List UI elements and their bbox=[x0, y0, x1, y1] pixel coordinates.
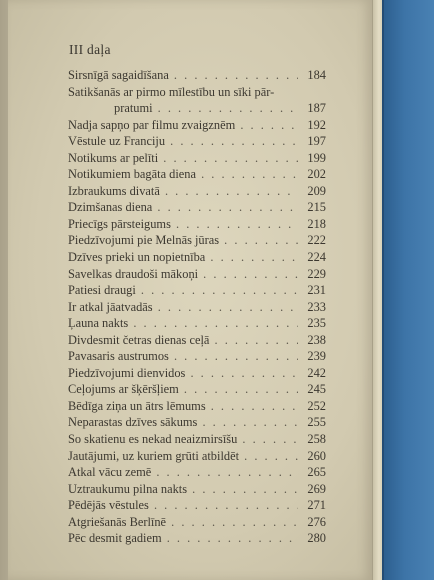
toc-entry bbox=[68, 381, 326, 398]
toc-entry-title: Bēdīga ziņa un ātrs lēmums . . . bbox=[68, 398, 298, 415]
toc-page-number: 218 bbox=[307, 216, 326, 231]
toc-page-number: 197 bbox=[307, 134, 326, 149]
toc-entry-title: Pēdējās vēstules . . . bbox=[68, 497, 298, 514]
toc-entry bbox=[68, 266, 326, 283]
toc-page-number: 233 bbox=[307, 299, 326, 314]
toc-entry-title: Dzimšanas diena . . . bbox=[68, 199, 298, 216]
toc-page-number: 265 bbox=[307, 465, 326, 480]
toc-entry bbox=[68, 497, 326, 514]
toc-entry-title: Izbraukums divatā . . . bbox=[68, 183, 298, 200]
toc-entry-title: Ļauna nakts . . . bbox=[68, 315, 298, 332]
toc-entry bbox=[68, 431, 326, 448]
toc-entry-title: Atkal vācu zemē . . . bbox=[68, 464, 298, 481]
toc-page-number: 199 bbox=[307, 150, 326, 165]
toc-entry-title: Pēc desmit gadiem . . . bbox=[68, 530, 298, 547]
toc-entry bbox=[68, 183, 326, 200]
toc-page-number: 202 bbox=[307, 167, 326, 182]
toc-entry bbox=[68, 117, 326, 134]
toc-entry-title: Priecīgs pārsteigums . . . bbox=[68, 216, 298, 233]
toc-entry bbox=[68, 282, 326, 299]
toc-entry bbox=[68, 133, 326, 150]
toc-page-number: 260 bbox=[307, 448, 326, 463]
toc-page-number: 235 bbox=[307, 316, 326, 331]
book-page bbox=[8, 0, 372, 580]
table-of-contents bbox=[68, 67, 326, 547]
toc-entry bbox=[68, 315, 326, 332]
toc-entry bbox=[68, 414, 326, 431]
toc-entry-title: So skatienu es nekad neaizmirsīšu . . . bbox=[68, 431, 298, 448]
toc-page-number: 209 bbox=[307, 183, 326, 198]
toc-page-number: 222 bbox=[307, 233, 326, 248]
toc-entry-title: Pavasaris austrumos . . . bbox=[68, 348, 298, 365]
toc-page-number: 280 bbox=[307, 531, 326, 546]
toc-page-number: 239 bbox=[307, 349, 326, 364]
toc-page-number: 276 bbox=[307, 514, 326, 529]
toc-page-number: 184 bbox=[307, 68, 326, 82]
toc-page-number: 229 bbox=[307, 266, 326, 281]
toc-page-number: 192 bbox=[307, 117, 326, 132]
toc-entry bbox=[68, 299, 326, 316]
toc-entry bbox=[68, 481, 326, 498]
toc-entry-title: Savelkas draudoši mākoņi . . . bbox=[68, 266, 298, 283]
toc-page-number: 224 bbox=[307, 250, 326, 265]
toc-page-number: 187 bbox=[307, 101, 326, 116]
toc-page-number: 252 bbox=[307, 398, 326, 413]
toc-entry-title: Ir atkal jāatvadās . . . bbox=[68, 299, 298, 316]
toc-entry bbox=[68, 365, 326, 382]
toc-entry bbox=[68, 530, 326, 547]
toc-page-number: 231 bbox=[307, 283, 326, 298]
toc-entry-title: Piedzīvojumi dienvidos . . . bbox=[68, 365, 298, 382]
toc-entry-title: Atgriešanās Berlīnē . . . bbox=[68, 514, 298, 531]
toc-entry bbox=[68, 199, 326, 216]
toc-entry-title: Satikšanās ar pirmo mīlestību un sīki pār- bbox=[68, 84, 275, 99]
toc-entry-title: Sirsnīgā sagaidīšana . . . bbox=[68, 67, 298, 84]
toc-entry-title: Uztraukumu pilna nakts . . . bbox=[68, 481, 298, 498]
toc-entry bbox=[68, 514, 326, 531]
toc-entry-title: Vēstule uz Franciju . . . bbox=[68, 133, 298, 150]
toc-page-number: 255 bbox=[307, 415, 326, 430]
toc-entry bbox=[68, 398, 326, 415]
toc-page-number: 269 bbox=[307, 481, 326, 496]
toc-entry-title: Patiesi draugi . . . bbox=[68, 282, 298, 299]
toc-entry bbox=[68, 348, 326, 365]
toc-entry bbox=[68, 166, 326, 183]
toc-entry bbox=[68, 150, 326, 167]
toc-page-number: 258 bbox=[307, 432, 326, 447]
book-cover bbox=[382, 0, 434, 580]
toc-entry-title: Divdesmit četras dienas ceļā . . . bbox=[68, 332, 298, 349]
toc-entry-title: Neparastas dzīves sākums . . . bbox=[68, 414, 298, 431]
toc-entry-title: Piedzīvojumi pie Melnās jūras . . . bbox=[68, 232, 298, 249]
toc-entry bbox=[68, 249, 326, 266]
toc-entry bbox=[68, 332, 326, 349]
toc-entry-title: Ceļojums ar šķēršļiem . . . bbox=[68, 381, 298, 398]
toc-page-number: 271 bbox=[307, 498, 326, 513]
toc-entry-title-continued: pratumi . . . bbox=[68, 100, 298, 117]
toc-entry-title: Dzīves prieki un nopietnība . . . bbox=[68, 249, 298, 266]
toc-page-number: 245 bbox=[307, 382, 326, 397]
toc-entry bbox=[68, 67, 326, 84]
toc-entry bbox=[68, 216, 326, 233]
toc-entry bbox=[68, 448, 326, 465]
toc-page-number: 242 bbox=[307, 365, 326, 380]
toc-entry-title: Notikumiem bagāta diena . . . bbox=[68, 166, 298, 183]
toc-entry bbox=[68, 84, 326, 117]
part-title: III daļa bbox=[69, 42, 111, 57]
toc-entry-title: Notikums ar pelīti . . . bbox=[68, 150, 298, 167]
toc-page-number: 238 bbox=[307, 332, 326, 347]
toc-entry-title: Nadja sapņo par filmu zvaigznēm . . . bbox=[68, 117, 298, 134]
toc-entry bbox=[68, 232, 326, 249]
toc-page-number: 215 bbox=[307, 200, 326, 215]
toc-entry bbox=[68, 464, 326, 481]
toc-entry-title: Jautājumi, uz kuriem grūti atbildēt . . . bbox=[68, 448, 298, 465]
